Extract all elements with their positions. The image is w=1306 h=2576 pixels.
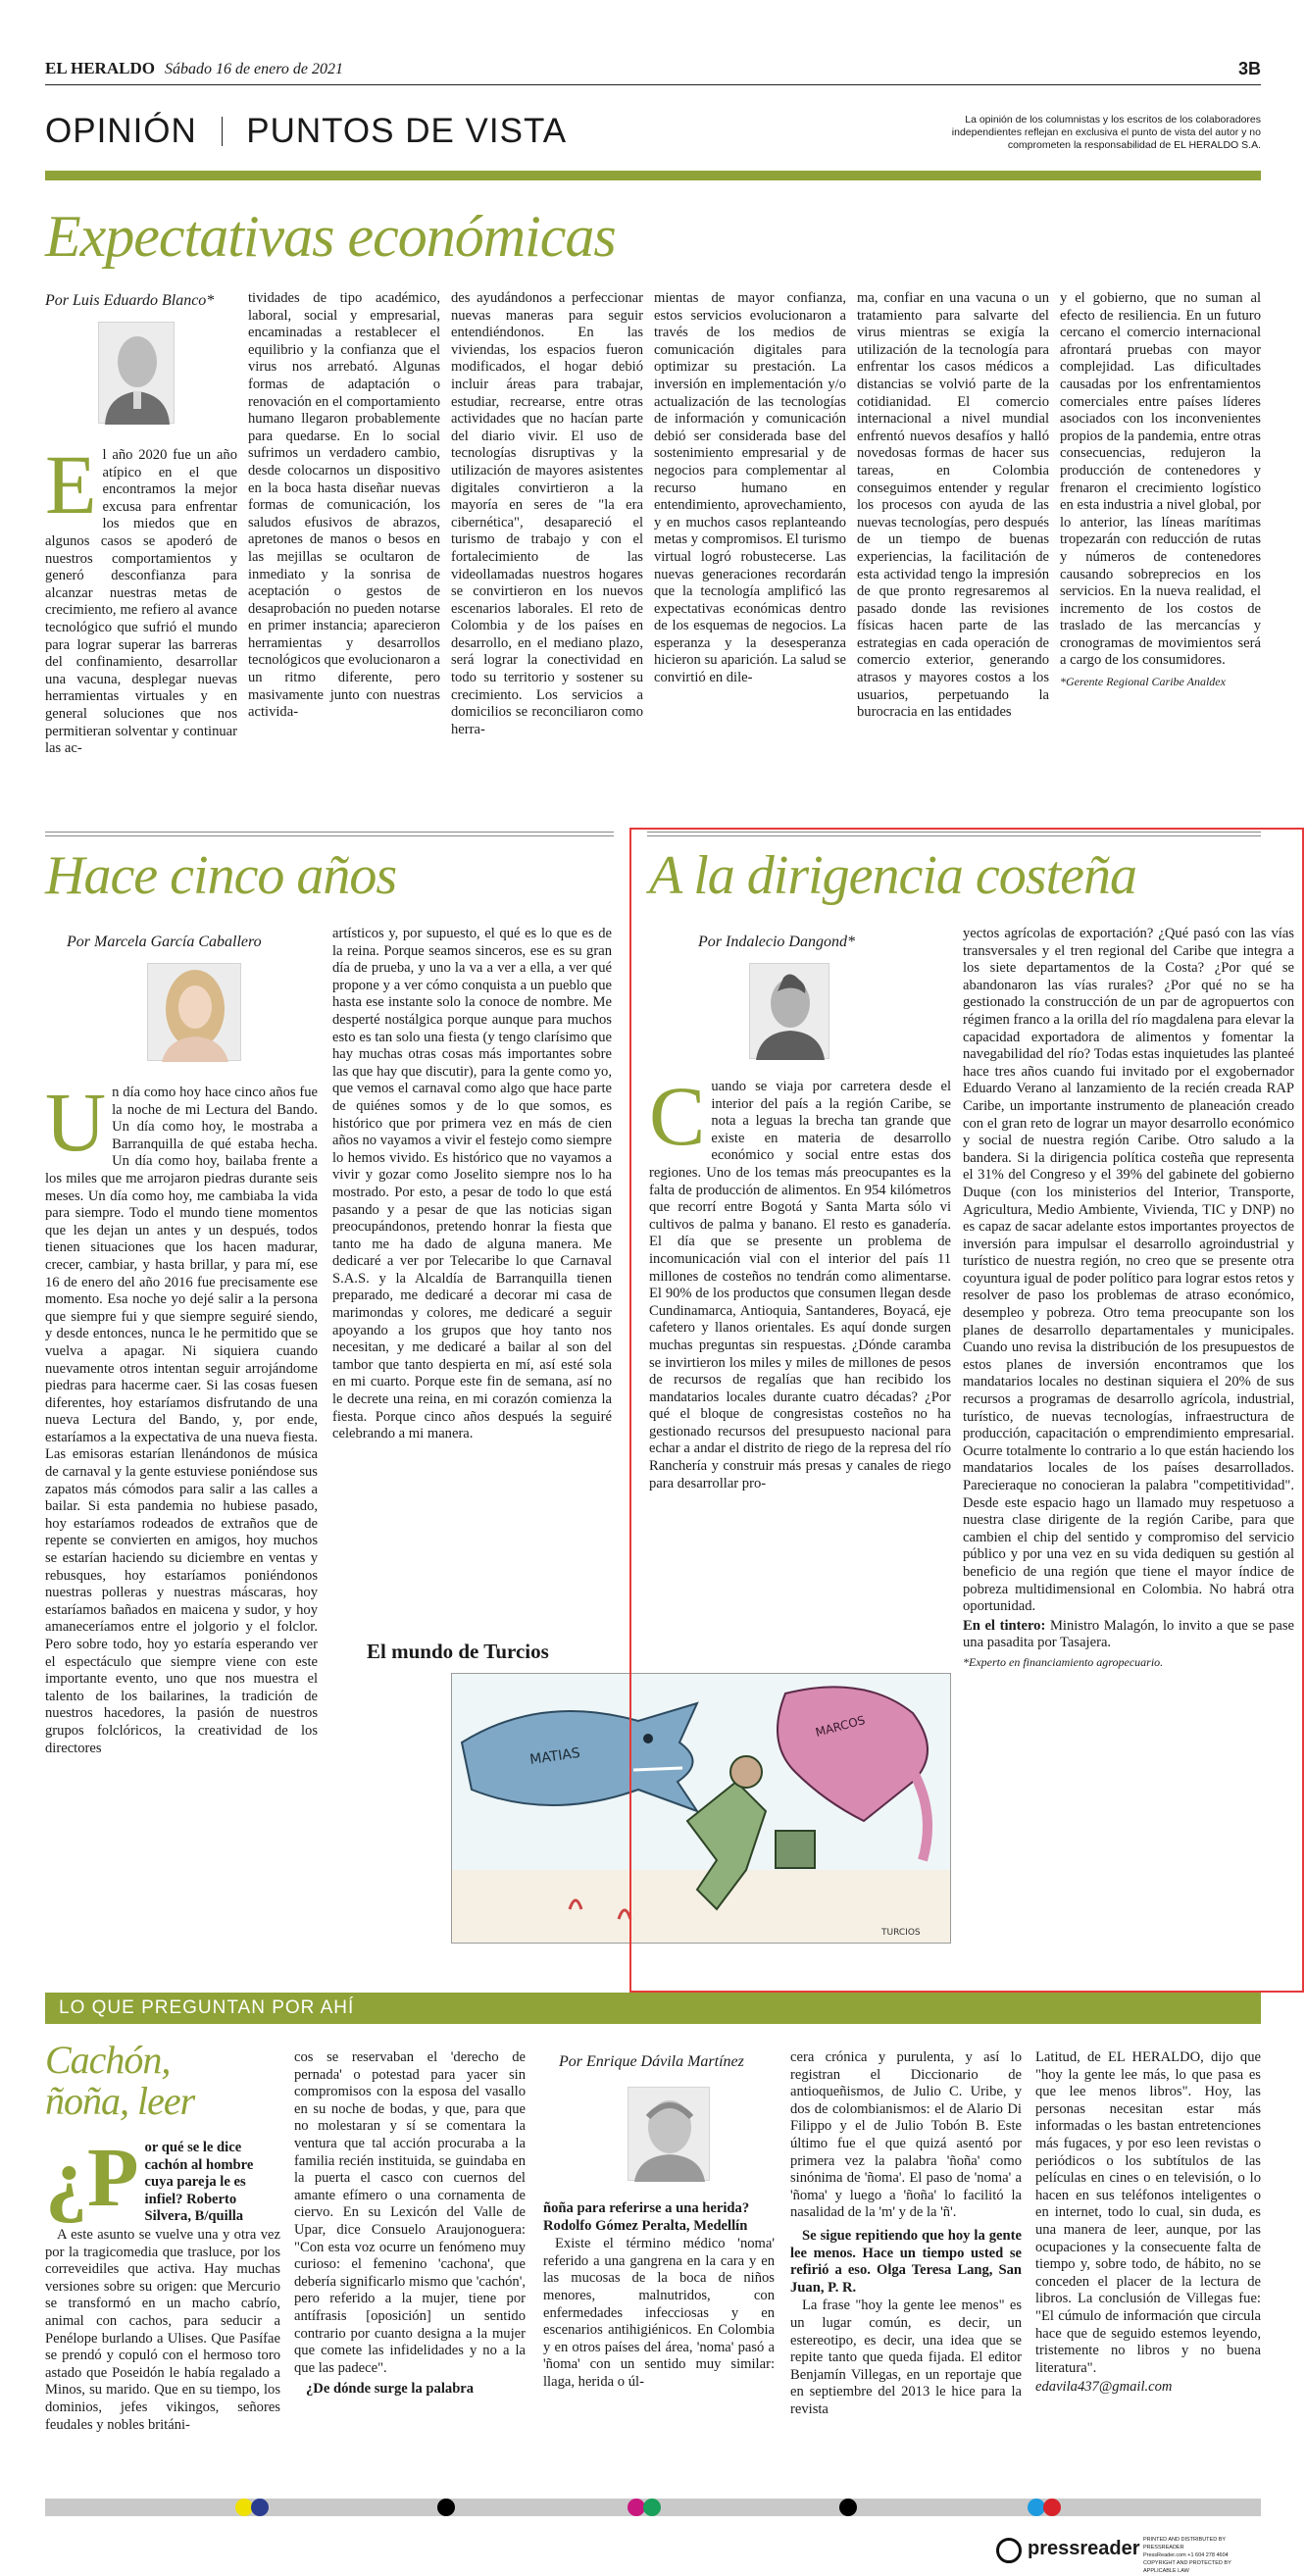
article4-col1: ¿Por qué se le dice cachón al hombre cuya pareja le es infiel? Roberto Silvera, B/quilla A este asunto se vuelve una y otra vez por la tragicomedia que trasluce, por los correveidiles que activa. Hay muchas versiones sobre su origen: que Mercurio se transformó en un macho cabrío, animal con cachos, para seducir a Penélope burlando a Ulises. Que Pasífae se prendó y copuló con el hermoso toro astado que Poseidón le había regalado a Minos, su marido. Que en su tiempo, los dominios, jefes vikingos, señores feudales y nobles británi- <box>45 2130 280 2433</box>
article4-headline <box>45 2040 194 2122</box>
reg-dot-green <box>643 2499 661 2516</box>
article1-col6: y el gobierno, que no suman al efecto de resiliencia. En un futuro cercano el comercio internacional afrontará pruebas con mayor complejidad. Las dificultades causadas por los enfrentamientos comerciales entre países líderes asociados con los inconvenientes propios de la pandemia, entre otras consecuencias, redujeron la producción de contenedores y frenaron el crecimiento logístico en esta industria a nivel global, por lo anterior, las líneas marítimas tropezarán con reducción de rutas y números de contenedores causando sobreprecios en los servicios. En la nueva realidad, el incremento de los costos de traslado de las mercancías y cronogramas de movimientos será a cargo de los consumidores. *Gerente Regional Caribe Analdex <box>1060 290 1261 692</box>
article3-author-photo <box>749 963 829 1059</box>
article4-headline-line2: ñoña, leer <box>45 2079 195 2123</box>
article2-author-photo <box>147 963 241 1061</box>
article4-question3: Se sigue repitiendo que hoy la gente lee menos. Hace un tiempo usted se refirió a eso. Olga Teresa Lang, San Juan, P. R. <box>790 2227 1022 2296</box>
section-header <box>45 112 567 151</box>
article3-col2: yectos agrícolas de exportación? ¿Qué pasó con las vías transversales y el tren regional del Caribe que integra a los siete departamentos de la Costa? ¿Por qué se abandonaron las vías rurales? ¿Por qué no se ha gestionado la construcción de un par de agropuertos con régimen franco a la orilla del río magdalena para elevar la capacidad exportadora de alimentos y fomentar la navegabilidad del río? Todas estas inquietudes las planteé hace tres años cuando fui invitado por el exgobernador Eduardo Verano al lanzamiento de la recién creada RAP Caribe, un importante instrumento de planeación creado con el gran reto de lograr un mayor desarrollo económico y social de nuestra región Caribe. Otro saludo a la bandera. Si la dirigencia política costeña que representa el 31% del Congreso y el 39% del gabinete del gobierno Duque (con los ministerios del Interior, Transporte, Agricultura, Medio Ambiente, Vivienda, TIC y DNP) no es capaz de sacar adelante estos importantes proyectos de inversión para impulsar el desarrollo agroindustrial y turístico de nuestra región, no creo que se presente otra coyuntura igual de poder político para lograr estos retos y resolver de paso los problemas de atraso económico, desempleo y pobreza. Otro tema preocupante son los planes de desarrollo departamentales y municipales. Cuando uno revisa la distribución de los presupuestos de estos planes de inversión encontramos que los mandatarios locales no destinan siquiera el 20% de sus recursos a programas de desarrollo agrícola, industrial, turístico, de nuevas tecnologías, infraestructura de producción, capacitación o emprendimiento empresarial. Ocurre totalmente lo contrario a lo que están haciendo los mandatarios locales de los países desarrollados. Parecieraque no conocieran la palabra "competitividad". Desde este espacio hago un llamado muy respetuoso a nuestra clase dirigente de la región Caribe, para que cambien el chip del sentido y compromiso del servicio público y por una vez en su vida dediquen su gestión al beneficio de una región que tiene el mayor índice de pobreza multidimensional en Colombia. No habrá otra oportunidad. En el tintero: Ministro Malagón, lo invito a que se pase una pasadita por Tasajera. *Experto en financiamiento agropecuario. <box>963 926 1294 1673</box>
article4-col2: cos se reservaban el 'derecho de pernada' o potestad para yacer sin compromisos con la esposa del vasallo en su noche de bodas, y que, para que no molestaran y sí se comentara la ventura que tal acción procuraba a la familia recién instituida, se guindaba en la puerta el casco con cuernos del amante efímero o una cornamenta de ciervo. En su Lexicón del Valle de Upar, dice Consuelo Araujonoguera: "Con esta voz ocurre un fenómeno muy curioso: el femenino 'cachona', que debería significarlo mismo que 'cachón', pero referido a la mujer, tiene por antífrasis [oposición] un sentido contrario por cuanto designa a la mujer que comete las infidelidades y no a la que las padece". ¿De dónde surge la palabra <box>294 2049 526 2398</box>
article4-col3: ñoña para referirse a una herida? Rodolfo Gómez Peralta, Medellín Existe el término médico 'noma' referido a una gangrena en la cara y en las mucosas de la boca de niños menores, malnutridos, con enfermedades infecciosas y en escenarios antihigiénicos. En Colombia y en otros países del área, 'noma' pasó a 'ñoma' con un sentido muy similar: llaga, herida o úl- <box>543 2200 775 2390</box>
cartoon-title: El mundo de Turcios <box>367 1640 549 1663</box>
article3-col1: Cuando se viaja por carretera desde el interior del país a la región Caribe, se nota a leguas la brecha tan grande que existe en materia de desarrollo económico y social entre estas dos regiones. Uno de los temas más preocupantes es la falta de producción de alimentos. En 954 kilómetros que recorrí entre Bogotá y Santa Marta sólo vi cultivos de palma y banano. El resto es ganadería. El día que se presente un problema de incomunicación vial con el interior del país 11 millones de costeños no tendrán como alimentarse. El 90% de los productos que consumen llegan desde Cundinamarca, Antioquia, Santanderes, Boyacá, eje cafetero y llanos orientales. Es aquí donde surgen muchas preguntas sin respuestas. ¿Dónde caramba se invirtieron los miles y miles de millones de pesos de recursos de regalías que han recibido los mandatarios locales durante cuatro décadas? ¿Por qué el bloque de congresistas costeños no ha gestionado recursos del presupuesto nacional para echar a andar el distrito de riego de la represa del río Ranchería y construir más presas y canales de riego para desarrollar pro- <box>649 1069 951 1491</box>
article1-col5: ma, confiar en una vacuna o un tratamiento para salvarte del virus mientras se exigía la utilización de la tecnología para enfrentar los casos médicos a distancias se volvió parte de la cotidianidad. El comercio internacional a nivel mundial enfrentó nuevos desafíos y halló novedosas formas de hacer sus tareas, en Colombia conseguimos entender y regular los procesos con ayuda de las nuevas tecnologías, pero después de un tiempo de buenas experiencias, la facilitación de esta actividad tengo la impresión de que pronto regresaremos al pasado donde las revisiones físicas hacen parte de las estrategias en cada operación de comercio exterior, generando atrasos y mayores costos a los usuarios, perpetuando la burocracia en las entidades <box>857 290 1049 721</box>
article1-col3: des ayudándonos a perfeccionar nuevas maneras para seguir entendiéndonos. En las viviendas, los espacios fueron modificados, el hogar debió incluir áreas para trabajar, estudiar, recrearse, entre otras actividades que no hacían parte del diario vivir. El uso de tecnologías disruptivas y la utilización de mayores asistentes digitales convirtieron a la mayoría en seres de "la era cibernética", desapareció el turismo de trabajo y con el fortalecimiento de las videollamadas nuestros hogares se convirtieron en los nuevos escenarios laborales. El reto de Colombia y de los países en desarrollo, en el mediano plazo, será lograr la conectividad en todo su territorio y sostener su crecimiento. Los servicios a domicilios se reconciliaron como herra- <box>451 290 643 737</box>
tintero-text: Ministro Malagón, lo invito a que se pase una pasadita por Tasajera. <box>963 1617 1294 1651</box>
article3-tintero <box>963 1618 1294 1652</box>
reg-dot-black2 <box>839 2499 857 2516</box>
article1-col1: El año 2020 fue un año atípico en el que encontramos la mejor excusa para enfrentar los miedos que en algunos casos se apoderó de nuestros comportamientos y generó desconfianza para alcanzar nuestras metas de crecimiento, me refiero al avance tecnológico que sufrió el mundo para lograr superar las barreras del confinamiento, desarrollar una vacuna, desplegar nuevas herramientas virtuales y en general soluciones que nos permitieran solventar y continuar las ac- <box>45 437 237 757</box>
article3-byline: Por Indalecio Dangond* <box>698 934 855 950</box>
section-subtitle: PUNTOS DE VISTA <box>246 112 568 150</box>
section-accent-bar <box>45 171 1261 180</box>
issue-date: Sábado 16 de enero de 2021 <box>164 61 343 77</box>
article4-col4: cera crónica y purulenta, y así lo registran el Diccionario de antioqueñismos, de Julio C. Uribe, y dos de colombianismos: el de Alario Di Filippo y el de Julio Tobón B. Este último fue el que quizá asentó por primera vez la palabra 'ñoña' como sinónima de 'ñoma'. El paso de 'noma' a 'ñoma' y luego a 'ñoña' lo facilitó la nasalidad de la 'm' y de la 'ñ'. Se sigue repitiendo que hoy la gente lee menos. Hace un tiempo usted se refirió a eso. Olga Teresa Lang, San Juan, P. R. La frase "hoy la gente lee menos" es un lugar común, es decir, un estereotipo, es decir, una idea que se repite tanto que queda fijada. El editor Benjamín Villegas, en un reportaje que en septiembre del 2013 le hice para la revista <box>790 2049 1022 2417</box>
masthead-rule <box>45 84 1261 85</box>
article2-col2: artísticos y, por supuesto, el qué es lo que es de la reina. Porque seamos sinceros, ese es su gran día de prueba, y uno la va a ver a ella, a ver qué propone y a ver cómo conquista a un pueblo que hasta ese instante solo la conoce de nombre. Me desperté nostálgica porque aunque para muchos esto es tan solo una fiesta (y tengo clarísimo que hay muchas otras cosas más importantes sobre las que hay que discutir), para la gente como yo, que vemos el carnaval como algo que hace parte de quiénes somos y de lo que somos, es histórico que por primera vez en más de cien años no vayamos a vivir el festejo como siempre lo hemos vivido. Es histórico que no vayamos a vivir y gozar como Joselito siempre nos lo ha mostrado. Por esto, a pesar de todo lo que está pasando y a pesar de que las noticias sigan preocupándonos, pretendo honrar la fiesta que tanto me ha dado de alguna manera. Me dedicaré a ver por Telecaribe lo que Carnaval S.A.S. y la Alcaldía de Barranquilla tienen preparado, me dedicaré a decorar mi casa de marimondas y colores, me dedicaré a seguir apoyando a los grupos que hoy tanto nos necesitan, y me dedicaré a bailar al son del tambor que tanto despierta en mí, así esté sola en mi cuarto. Porque este fin de semana, así no le decrete una reina, en mi corazón comienza la fiesta. Porque cinco años después la seguiré celebrando a mi manera. <box>332 926 612 1442</box>
pressreader-footer <box>996 2534 1261 2574</box>
article4-banner-label: LO QUE PREGUNTAN POR AHÍ <box>59 1997 355 2018</box>
page-number: 3B <box>1237 59 1261 78</box>
article1-footnote: *Gerente Regional Caribe Analdex <box>1060 675 1226 689</box>
cartoon-monster-label: MARCOS <box>814 1712 867 1740</box>
article4-question2b: ñoña para referirse a una herida? Rodolfo Gómez Peralta, Medellín <box>543 2200 750 2234</box>
article4-banner <box>45 1993 1261 2024</box>
section-title: OPINIÓN <box>45 112 197 150</box>
reg-dot-blue <box>251 2499 269 2516</box>
article4-col5: Latitud, de EL HERALDO, dijo que "hoy la gente lee más, lo que pasa es que lee menos libros". Hoy, las personas necesitan estar más informadas o les bastan entretenciones más fugaces, y por eso leen revistas o periódicos o los subtítulos de las películas en cines o en televisión, o lo hacen en sus teléfonos inteligentes o en internet, todo lo cual, sin duda, es una manera de leer, aunque, por las ocupaciones y la consecuente falta de tiempo y, sobre todo, de hábito, no se conceden el placer de la lectura de libros. La conclusión de Villegas fue: "El cúmulo de información que circula hace que de seguido estemos leyendo, tristemente no libros y no buena literatura". edavila437@gmail.com <box>1035 2049 1261 2396</box>
article2-col1: Un día como hoy hace cinco años fue la noche de mi Lectura del Bando. Un día como hoy, le mostraba a Barranquilla de qué estaba hecha. Un día como hoy, bailaba frente a los miles que me arrojaron piedras durante seis meses. Un día como hoy, me cambiaba la vida para siempre. Todo el mundo tiene momentos que les dejan un antes y un después, todos tienen situaciones que los hacen madurar, crecer, cambiar, y hasta brillar, y para mí, ese 16 de enero del año 2016 fue precisamente ese momento. Esa noche yo dejé salir a la persona que siempre fui y que siempre seguiré siendo, y desde entonces, nunca le he permitido que se vuelva a apagar. Ni siquiera cuando nuevamente otros intentan seguir arrojándome piedras para hacerme caer. Si las cosas fuesen diferentes, hoy estaríamos disfrutando de una nueva Lectura del Bando, y, por ende, estaríamos a la expectativa de una nueva fiesta. Las emisoras estarían llenándonos de música de carnaval y la gente estuviese poniéndose sus zapatos más cómodos para salir a las calles a bailar. Si esta pandemia no hubiese pasado, hoy estaríamos rodeados de extraños que de repente se convierten en amigos, hoy muchos se estarían haciendo su diciembre en ventas y rebusques, hoy estaríamos poniéndonos nuestras polleras y nuestras máscaras, hoy estaríamos bañados en maicena y sudor, y hoy amaneceríamos entre el jolgorio y el folclor. Pero sobre todo, hoy yo estaría esperando ver el espectáculo que siempre viene con este importante evento, uno que nos muestra el talento de los bailarines, la tradición de nuestros hacedores, la pasión de nuestros grupos folclóricos, la creatividad de los directores <box>45 1075 318 1756</box>
pressreader-brand: pressreader <box>1028 2538 1140 2559</box>
article4-question2: ¿De dónde surge la palabra <box>306 2381 475 2398</box>
article1-byline: Por Luis Eduardo Blanco* <box>45 292 215 309</box>
row-divider-left <box>45 832 614 836</box>
article2-headline: Hace cinco años <box>45 845 397 906</box>
section-disclaimer: La opinión de los columnistas y los escritos de los colaboradores independientes reflejan en exclusiva el punto de vista del autor y no comprometen la responsabilidad de EL HERALDO S.A. <box>951 114 1261 151</box>
article1-headline: Expectativas económicas <box>45 204 616 269</box>
article4-email: edavila437@gmail.com <box>1035 2379 1173 2396</box>
article4-question1: ¿Por qué se le dice cachón al hombre cuya pareja le es infiel? Roberto Silvera, B/quilla <box>45 2130 254 2225</box>
section-divider <box>222 117 223 146</box>
tintero-label: En el tintero: <box>963 1617 1046 1634</box>
registration-bar <box>45 2499 1261 2516</box>
article3-headline: A la dirigencia costeña <box>649 845 1136 906</box>
reg-dot-red <box>1043 2499 1061 2516</box>
article2-byline: Por Marcela García Caballero <box>67 934 262 950</box>
cartoon-shark-label: MATIAS <box>528 1744 581 1768</box>
masthead <box>45 59 1261 82</box>
article1-col4: mientas de mayor confianza, estos servicios evolucionaron a través de los medios de comunicación digitales para optimizar su prestación. La inversión en implementación y/o actualización de las tecnologías de información y comunicación debió ser considerada base del sostenimiento empresarial y de negocios para complementar al recurso humano en entendimiento, aprovechamiento, y en muchos casos replanteando metas y compromisos. El turismo virtual logró robustecerse. Las nuevas generaciones recordarán que la tecnología amplificó las expectativas económicas dentro de los esquemas de negocios. La esperanza y la desesperanza hicieron su aparición. La salud se convirtió en dile- <box>654 290 846 686</box>
article4-author-photo <box>628 2087 710 2181</box>
reg-dot-black1 <box>437 2499 455 2516</box>
pressreader-legal: PRINTED AND DISTRIBUTED BY PRESSREADER PressReader.com +1 604 278 4604 COPYRIGHT AND PROTECTED BY APPLICABLE LAW <box>1143 2537 1231 2574</box>
article3-footnote: *Experto en financiamiento agropecuario. <box>963 1654 1164 1669</box>
article4-byline: Por Enrique Dávila Martínez <box>559 2053 744 2070</box>
cartoon-signature: TURCIOS <box>881 1928 921 1938</box>
paper-name: EL HERALDO <box>45 59 155 77</box>
article4-headline-line1: Cachón, <box>45 2038 171 2082</box>
article1-col2: tividades de tipo académico, laboral, social y empresarial, encaminadas a restablecer el equilibrio y la confianza que el virus nos arrebató. Algunas formas de adaptación o renovación en el comportamiento humano llegaron probablemente para quedarse. En lo social sufrimos un verdadero cambio, desde colocarnos un dispositivo en la boca hasta diseñar nuevas formas de comunicación, los saludos efusivos de abrazos, apretones de manos o besos en las mejillas se ocultaron de inmediato y la sonrisa de aceptación o gestos de desaprobación no pueden notarse en primer instancia; aparecieron herramientas y desarrollos tecnológicos que evolucionaron a un ritmo diferente, pero masivamente junto con nuestras activida- <box>248 290 440 721</box>
article1-author-photo <box>98 322 175 424</box>
pressreader-logo-icon <box>996 2538 1022 2563</box>
